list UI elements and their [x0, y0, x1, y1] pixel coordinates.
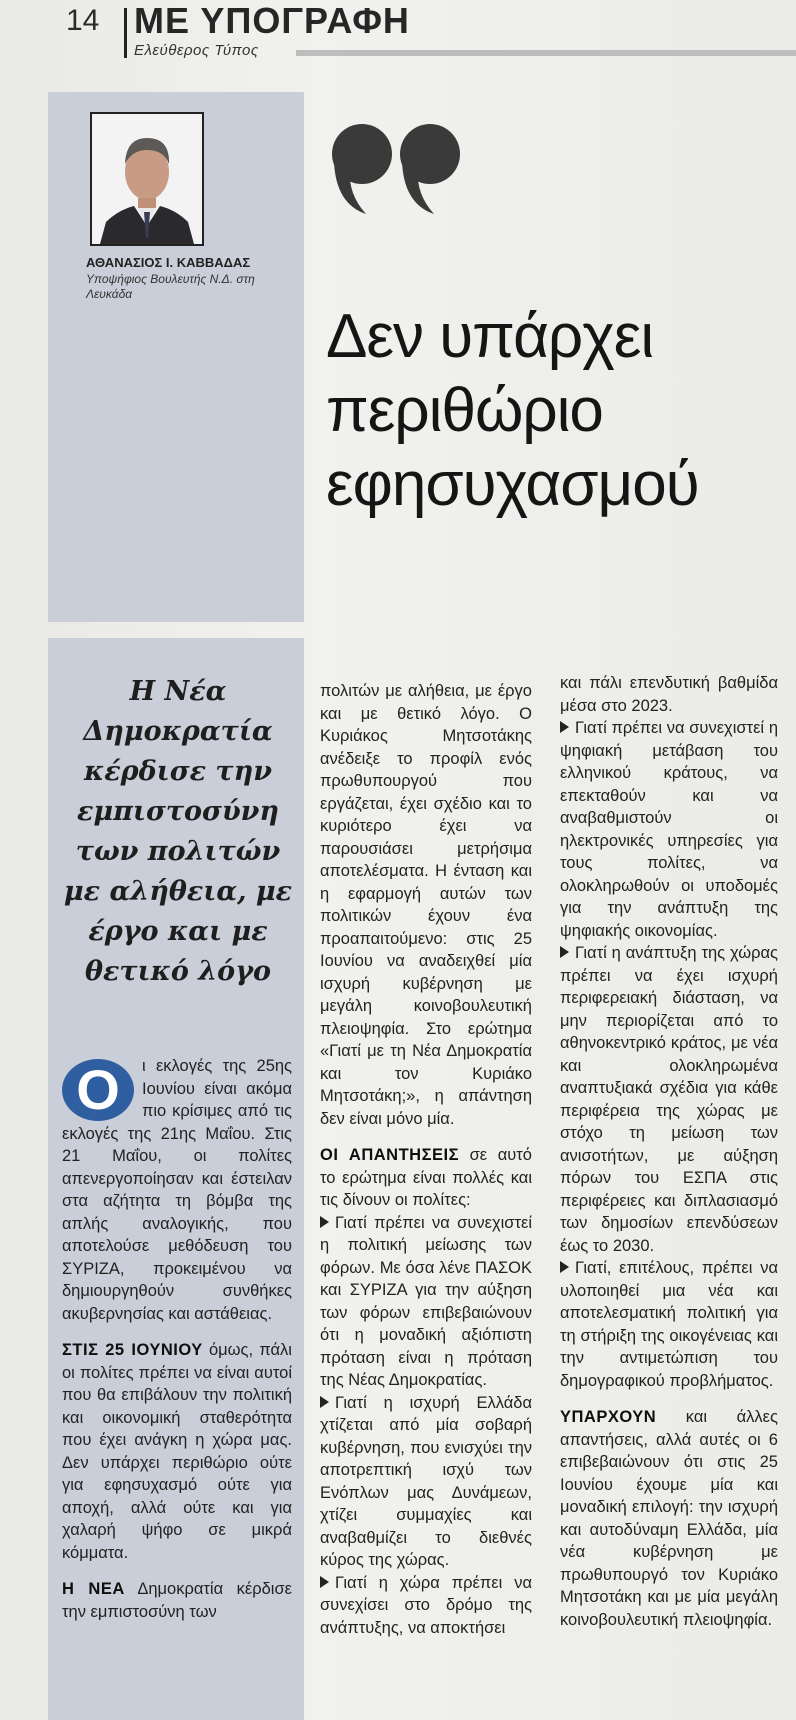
- paragraph: [62, 1578, 292, 1623]
- article-column-1: [62, 1055, 292, 1623]
- bullet-item: [320, 1392, 532, 1572]
- headline: [326, 300, 776, 522]
- article-column-2: [320, 680, 532, 1639]
- headline-line-2: περιθώριο: [326, 376, 603, 445]
- bullet-item: [320, 1572, 532, 1640]
- bullet-text: Γιατί πρέπει να συνεχιστεί η πολιτική μείωσης των φόρων. Με όσα λένε ΠΑΣΟΚ και ΣΥΡΙΖΑ για την αύξηση των φόρων επιβεβαιώνουν ότι η μοναδική αξιόπιστη πρόταση είναι η πρόταση της Νέας Δημοκρατίας.: [320, 1213, 532, 1389]
- paragraph-text: πολιτών με αλήθεια, με έργο και με θετικό λόγο. Ο Κυριάκος Μητσοτάκης ανέδειξε το προφίλ ενός πρωθυπουργού που εργάζεται, έχει σχέδιο και το κυριότερο έχει να παρουσιάσει μετρήσιμα αποτελέσματα. Η ένταση και η εφαρμογή αυτών των πολιτικών έχουν ένα προαπαιτούμενο: στις 25 Ιουνίου να αναδειχθεί μία ισχυρή κυβέρνηση με μεγάλη κοινοβουλευτική πλειοψηφία. Στο ερώτημα «Γιατί με τη Νέα Δημοκρατία και τον Κυριάκο Μητσοτάκη;», η απάντηση δεν είναι μόνο μία.: [320, 682, 532, 1128]
- bullet-text: Γιατί η ανάπτυξη της χώρας πρέπει να έχει ισχυρή περιφερειακή διάσταση, να μην περιορίζεται από το αθηνοκεντρικό κράτος, με νέα και ολοκληρωμένα αναπτυξιακά σχέδια για κάθε περιφέρεια της χώρας με στόχο τη μείωση των ανισοτήτων, με αύξηση πόρων του ΕΣΠΑ στις περιφέρειες και διπλασιασμό των δημοσίων επενδύσεων έως το 2030.: [560, 944, 778, 1255]
- bullet-arrow-icon: [560, 721, 569, 733]
- paragraph-text: Δημοκρατία κέρδισε την εμπιστοσύνη των: [62, 1580, 292, 1621]
- bullet-arrow-icon: [560, 946, 569, 958]
- bullet-item: [320, 1212, 532, 1392]
- drop-cap: Ο: [62, 1059, 134, 1121]
- bullet-text: Γιατί η ισχυρή Ελλάδα χτίζεται από μία σοβαρή κυβέρνηση, που ενισχύει την αποτρεπτική ισχύ των Ενόπλων μας Δυνάμεων, χτίζει συμμαχίες και αναβαθμίζει το διεθνές κύρος της χώρας.: [320, 1393, 532, 1569]
- paragraph-text: και άλλες απαντήσεις, αλλά αυτές οι 6 επιβεβαιώνουν ότι στις 25 Ιουνίου έχουμε μία και μοναδική επιλογή: την ισχυρή και αυτοδύναμη Ελλάδα, μία νέα κυβέρνηση με πρωθυπουργό τον Κυριάκο Μητσοτάκη και με μία μεγάλη κοινοβουλευτική πλειοψηφία.: [560, 1408, 778, 1629]
- bullet-item: [560, 717, 778, 942]
- paragraph-lead: ΥΠΑΡΧΟΥΝ: [560, 1408, 657, 1426]
- section-title: ΜΕ ΥΠΟΓΡΑΦΗ: [134, 0, 410, 41]
- paragraph: [62, 1055, 292, 1325]
- bullet-item: [560, 1257, 778, 1392]
- bullet-text: Γιατί η χώρα πρέπει να συνεχίσει στο δρόμο της ανάπτυξης, να αποκτήσει: [320, 1573, 532, 1637]
- page-number: 14: [66, 4, 100, 37]
- paragraph-text: ι εκλογές της 25ης Ιουνίου είναι ακόμα πιο κρίσιμες από τις εκλογές της 21ης Μαΐου. Στις 21 Μαΐου, οι πολίτες απενεργοποίησαν και έστειλαν στα αζήτητα τη βόμβα της απλής αναλογικής, που αποτελούσε μεθόδευση του ΣΥΡΙΖΑ, προκειμένου να δημιουργηθούν συνθήκες ακυβερνησίας και αστάθειας.: [62, 1057, 292, 1323]
- paragraph: [62, 1339, 292, 1564]
- paragraph-lead: Η ΝΕΑ: [62, 1580, 125, 1598]
- bullet-item: [560, 942, 778, 1257]
- paragraph-text: όμως, πάλι οι πολίτες πρέπει να είναι αυτοί που θα επιβάλουν την πολιτική και οικονομική σταθερότητα που έχει ανάγκη η χώρα μας. Δεν υπάρχει περιθώριο ούτε για εφησυχασμό ούτε για αποχή, αλλά ούτε και για χαλαρή ψήφο σε μικρά κόμματα.: [62, 1341, 292, 1562]
- headline-line-1: Δεν υπάρχει: [326, 302, 654, 371]
- paragraph-lead: ΟΙ ΑΠΑΝΤΗΣΕΙΣ: [320, 1146, 459, 1164]
- bullet-text: Γιατί, επιτέλους, πρέπει να υλοποιηθεί μια νέα και αποτελεσματική πολιτική για τη στήριξη της οικογένειας και την αντιμετώπιση του δημογραφικού προβλήματος.: [560, 1259, 778, 1390]
- author-photo: [90, 112, 204, 246]
- bullet-arrow-icon: [320, 1216, 329, 1228]
- author-name: ΑΘΑΝΑΣΙΟΣ Ι. ΚΑΒΒΑΔΑΣ: [86, 255, 251, 270]
- bullet-arrow-icon: [320, 1576, 329, 1588]
- headline-line-3: εφησυχασμού: [326, 450, 699, 519]
- quotation-marks-icon: [326, 118, 466, 223]
- paragraph: [560, 1406, 778, 1631]
- paragraph-lead: ΣΤΙΣ 25 ΙΟΥΝΙΟΥ: [62, 1341, 203, 1359]
- bullet-arrow-icon: [560, 1261, 569, 1273]
- article-column-3: [560, 672, 778, 1631]
- paragraph-text: και πάλι επενδυτική βαθμίδα μέσα στο 2023.: [560, 674, 778, 715]
- header-rule: [296, 50, 796, 56]
- paragraph: [320, 1144, 532, 1212]
- header-divider: [124, 8, 127, 58]
- author-role: Υποψήφιος Βουλευτής Ν.Δ. στη Λευκάδα: [86, 272, 255, 301]
- paragraph-text: σε αυτό το ερώτημα είναι πολλές και τις δίνουν οι πολίτες:: [320, 1146, 532, 1209]
- paper-name: Ελεύθερος Τύπος: [134, 42, 259, 59]
- bullet-arrow-icon: [320, 1396, 329, 1408]
- bullet-text: Γιατί πρέπει να συνεχιστεί η ψηφιακή μετάβαση του ελληνικού κράτους, να επεκταθούν και να αναβαθμιστούν οι ηλεκτρονικές υπηρεσίες για τους πολίτες, να ολοκληρωθούν οι υποδομές για την ανάπτυξη της ψηφιακής οικονομίας.: [560, 719, 778, 940]
- pull-quote: Η Νέα Δημοκρατία κέρδισε την εμπιστοσύνη των πολιτών με αλήθεια, με έργο και με θετικό λόγο: [63, 676, 293, 987]
